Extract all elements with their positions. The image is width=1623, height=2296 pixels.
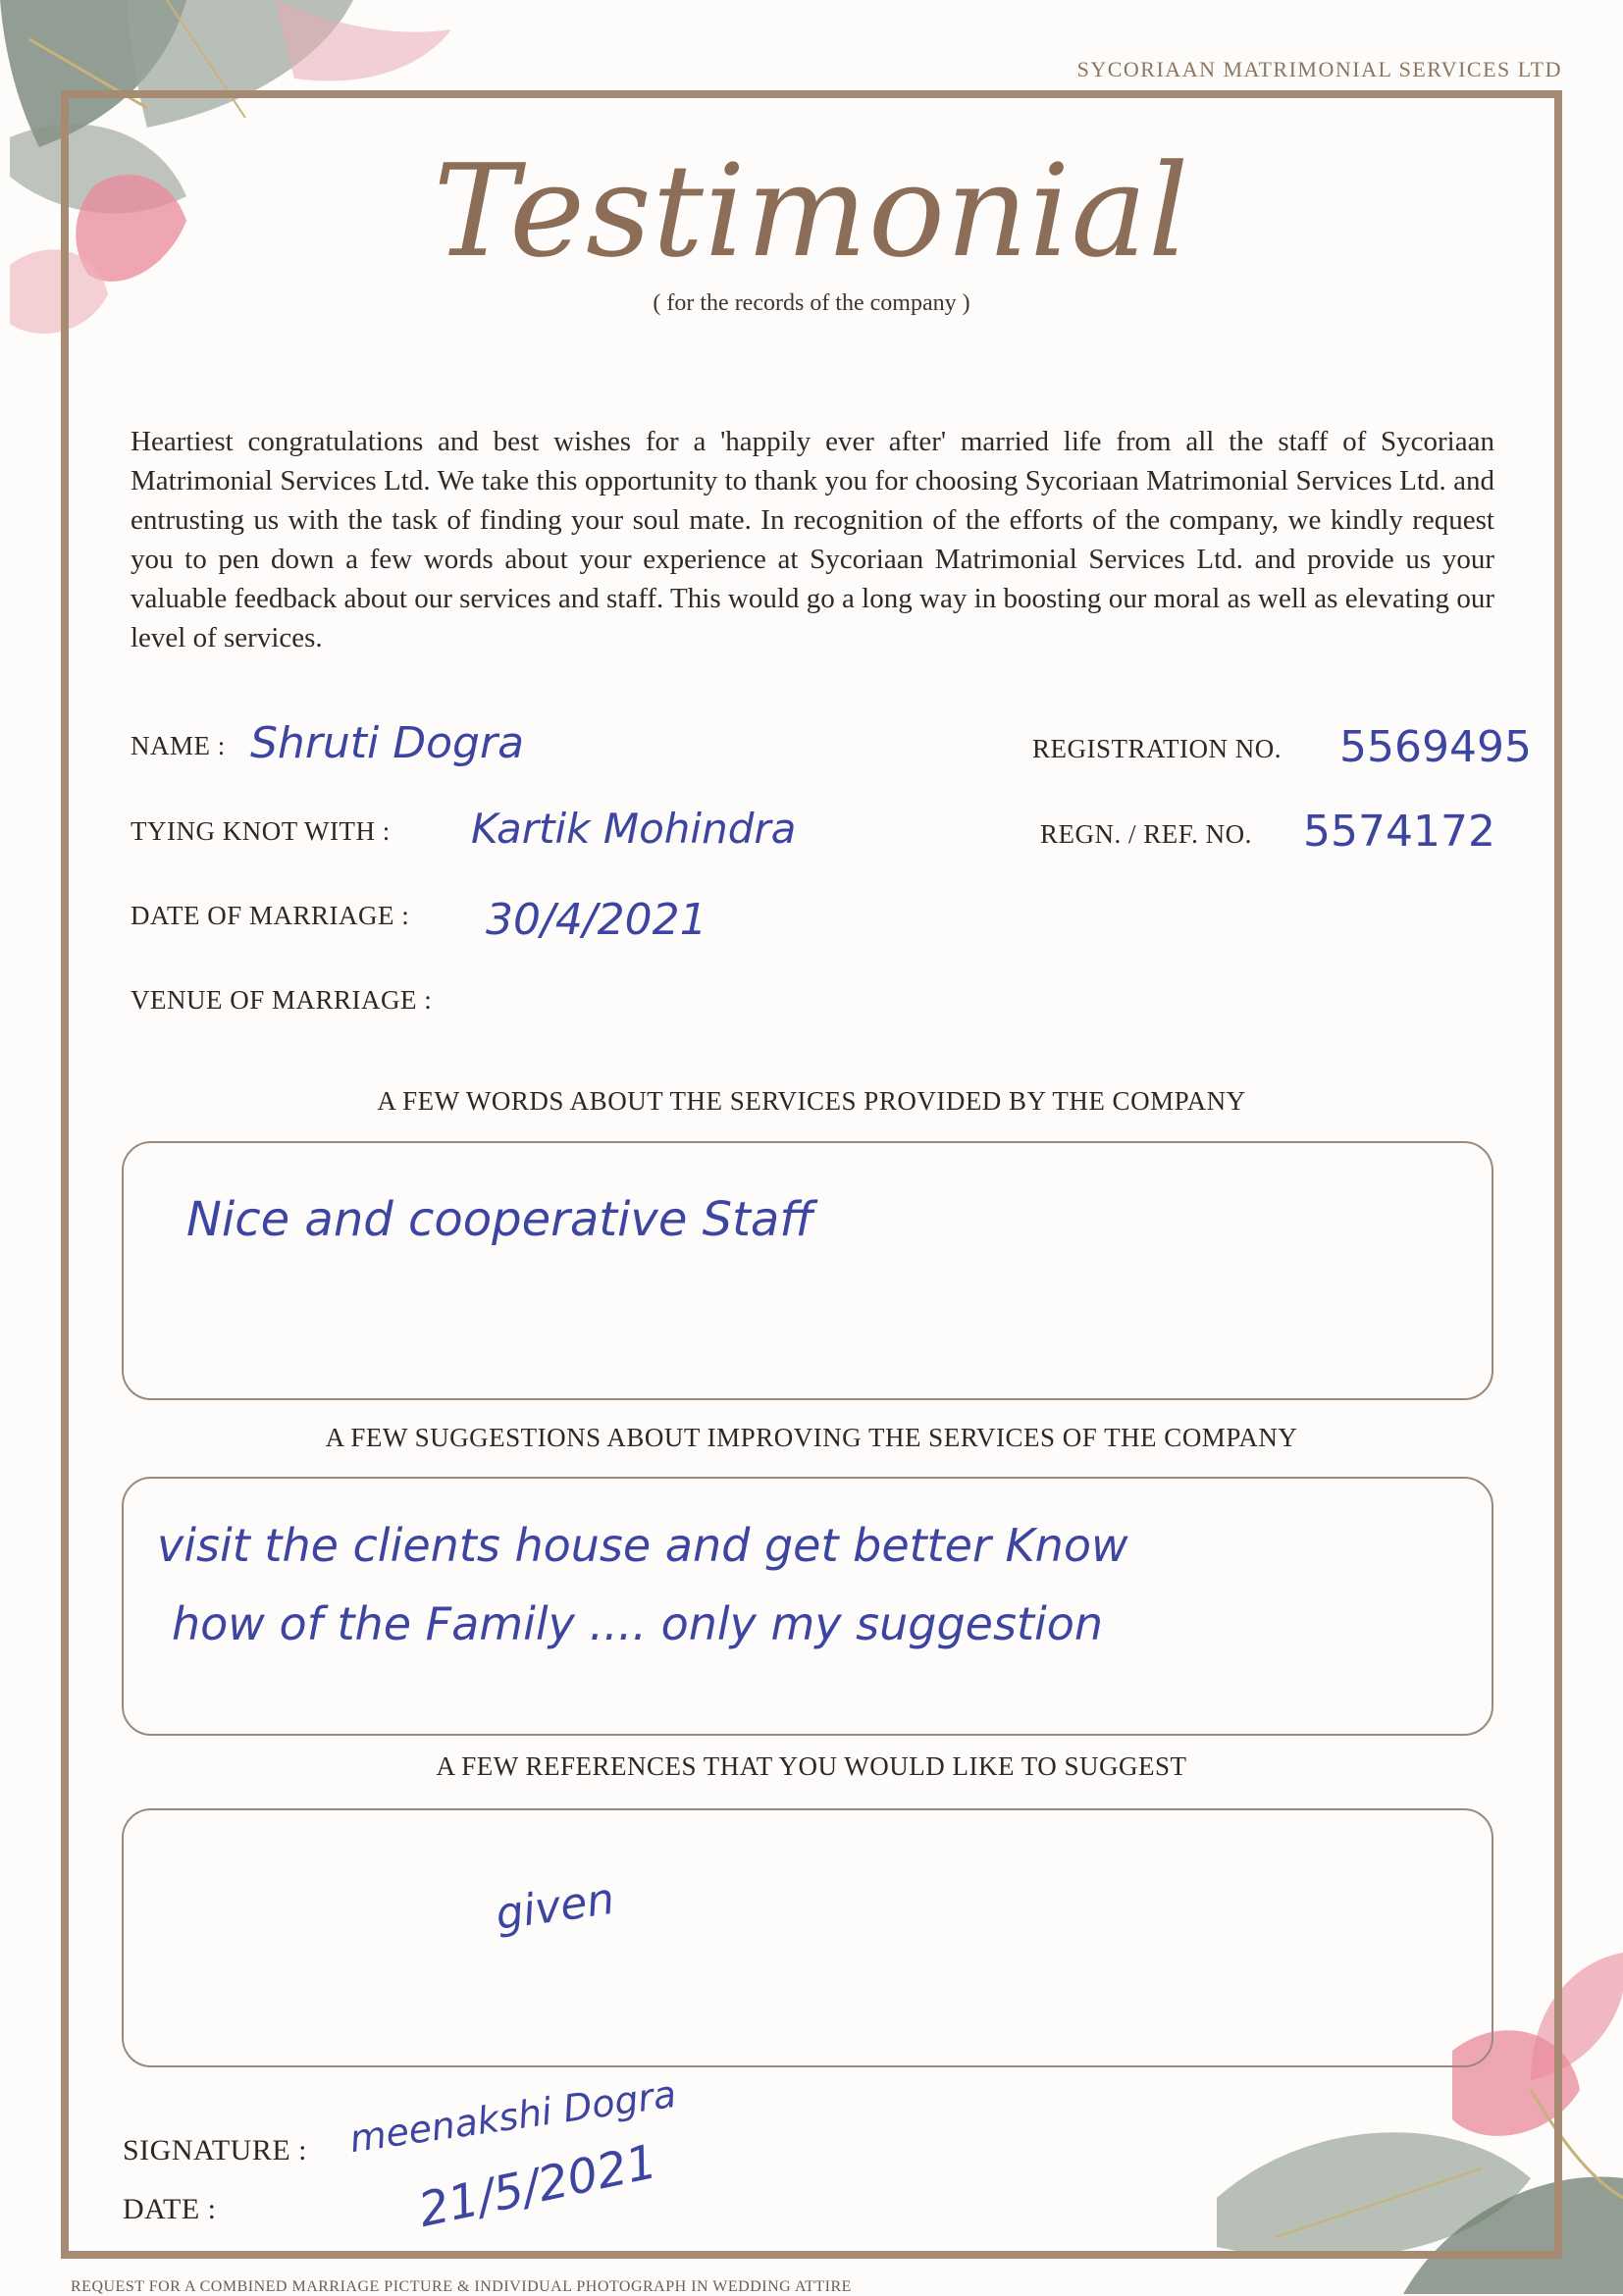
references-section-title: A FEW REFERENCES THAT YOU WOULD LIKE TO SUGGEST (436, 1751, 1187, 1781)
company-name-header: SYCORIAAN MATRIMONIAL SERVICES LTD (1076, 57, 1562, 81)
suggestions-response-line-1: visit the clients house and get better Know (157, 1519, 1128, 1572)
suggestions-section-title: A FEW SUGGESTIONS ABOUT IMPROVING THE SERVICES OF THE COMPANY (325, 1423, 1298, 1452)
services-section-title: A FEW WORDS ABOUT THE SERVICES PROVIDED BY THE COMPANY (377, 1086, 1246, 1116)
signature-label: SIGNATURE : (123, 2134, 308, 2166)
page-title: Testimonial (433, 136, 1190, 286)
footer-note: REQUEST FOR A COMBINED MARRIAGE PICTURE & INDIVIDUAL PHOTOGRAPH IN WEDDING ATTIRE (71, 2278, 852, 2295)
registration-value: 5569495 (1339, 722, 1532, 772)
regn-ref-value: 5574172 (1303, 807, 1495, 857)
suggestions-response-line-2: how of the Family .... only my suggestion (172, 1597, 1104, 1650)
intro-paragraph: Heartiest congratulations and best wishes for a 'happily ever after' married life from all the staff of Sycoriaan Matrimonial Services Ltd. We take this opportunity to thank you for choosing Sycoriaan Matrimonial Services Ltd. and entrusting us with the task of finding your soul mate. In recognition of the efforts of the company, we kindly request you to pen down a few words about your experience at Sycoriaan Matrimonial Services Ltd. and provide us your valuable feedback about our services and staff. This would go a long way in boosting our moral as well as elevating our level of services. (131, 426, 1494, 653)
name-value: Shruti Dogra (250, 718, 525, 768)
title-block (0, 136, 1623, 317)
tying-knot-value: Kartik Mohindra (471, 805, 797, 853)
tying-knot-label: TYING KNOT WITH : (131, 816, 391, 846)
references-response-box (122, 1808, 1493, 2067)
date-label: DATE : (123, 2193, 217, 2225)
venue-of-marriage-label: VENUE OF MARRIAGE : (131, 985, 433, 1015)
regn-ref-label: REGN. / REF. NO. (1040, 819, 1252, 849)
date-of-marriage-label: DATE OF MARRIAGE : (131, 901, 410, 930)
date-value: 21/5/2021 (413, 2134, 662, 2238)
signature-value: meenakshi Dogra (346, 2071, 679, 2162)
services-response-text: Nice and cooperative Staff (186, 1192, 813, 1247)
date-of-marriage-value: 30/4/2021 (486, 895, 707, 945)
page-subtitle: ( for the records of the company ) (653, 290, 970, 316)
references-response-text: given (493, 1873, 618, 1941)
services-response-box (122, 1141, 1493, 1400)
registration-label: REGISTRATION NO. (1032, 734, 1282, 763)
name-label: NAME : (131, 731, 226, 760)
